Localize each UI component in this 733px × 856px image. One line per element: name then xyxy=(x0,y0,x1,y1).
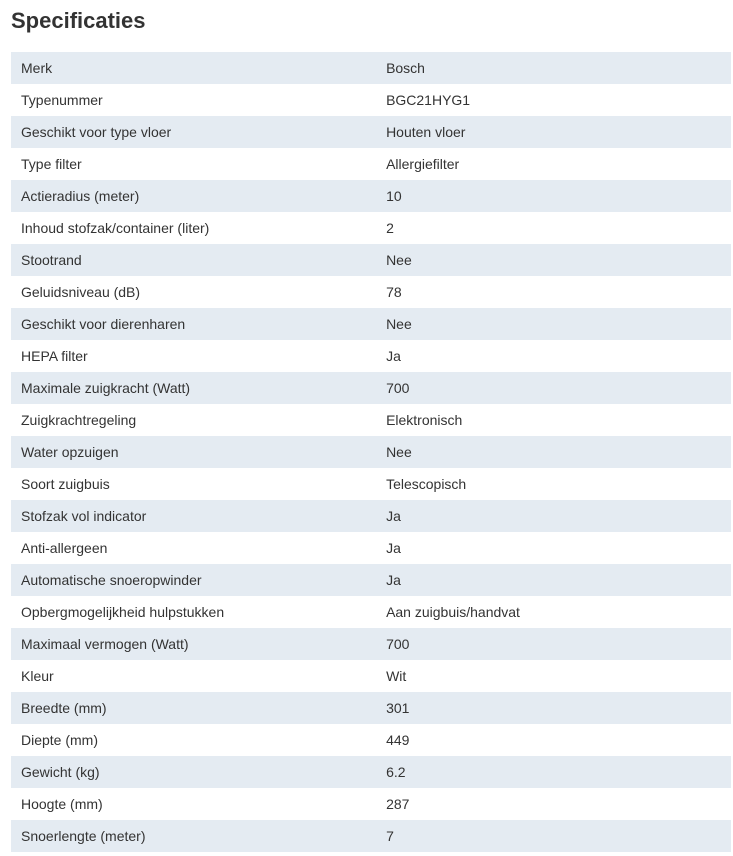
specifications-table-body xyxy=(11,52,731,852)
spec-label: Automatische snoeropwinder xyxy=(11,564,376,596)
spec-label: Actieradius (meter) xyxy=(11,180,376,212)
spec-value: Ja xyxy=(376,532,731,564)
spec-label: Water opzuigen xyxy=(11,436,376,468)
spec-value: Nee xyxy=(376,436,731,468)
table-row xyxy=(11,212,731,244)
spec-value: 700 xyxy=(376,628,731,660)
spec-label: Gewicht (kg) xyxy=(11,756,376,788)
spec-value: Ja xyxy=(376,340,731,372)
spec-label: Geschikt voor type vloer xyxy=(11,116,376,148)
table-row xyxy=(11,404,731,436)
spec-label: Type filter xyxy=(11,148,376,180)
spec-label: Snoerlengte (meter) xyxy=(11,820,376,852)
spec-value: Telescopisch xyxy=(376,468,731,500)
table-row xyxy=(11,564,731,596)
spec-value: Allergiefilter xyxy=(376,148,731,180)
table-row xyxy=(11,436,731,468)
spec-value: Bosch xyxy=(376,52,731,84)
spec-value: Ja xyxy=(376,500,731,532)
spec-label: Merk xyxy=(11,52,376,84)
spec-value: Wit xyxy=(376,660,731,692)
spec-value: 78 xyxy=(376,276,731,308)
spec-label: Maximaal vermogen (Watt) xyxy=(11,628,376,660)
spec-label: Typenummer xyxy=(11,84,376,116)
specifications-table xyxy=(11,52,731,852)
table-row xyxy=(11,244,731,276)
spec-value: 10 xyxy=(376,180,731,212)
spec-value: Ja xyxy=(376,564,731,596)
spec-value: 6.2 xyxy=(376,756,731,788)
table-row xyxy=(11,52,731,84)
table-row xyxy=(11,500,731,532)
table-row xyxy=(11,84,731,116)
table-row xyxy=(11,148,731,180)
table-row xyxy=(11,372,731,404)
spec-value: 700 xyxy=(376,372,731,404)
table-row xyxy=(11,788,731,820)
spec-value: Nee xyxy=(376,308,731,340)
spec-label: Soort zuigbuis xyxy=(11,468,376,500)
spec-value: 287 xyxy=(376,788,731,820)
spec-label: Anti-allergeen xyxy=(11,532,376,564)
spec-value: 301 xyxy=(376,692,731,724)
spec-label: Opbergmogelijkheid hulpstukken xyxy=(11,596,376,628)
spec-value: Nee xyxy=(376,244,731,276)
spec-label: Maximale zuigkracht (Watt) xyxy=(11,372,376,404)
spec-label: Kleur xyxy=(11,660,376,692)
table-row xyxy=(11,468,731,500)
table-row xyxy=(11,340,731,372)
spec-label: Breedte (mm) xyxy=(11,692,376,724)
spec-label: Inhoud stofzak/container (liter) xyxy=(11,212,376,244)
spec-value: 7 xyxy=(376,820,731,852)
spec-label: Geschikt voor dierenharen xyxy=(11,308,376,340)
table-row xyxy=(11,180,731,212)
spec-value: Houten vloer xyxy=(376,116,731,148)
table-row xyxy=(11,692,731,724)
table-row xyxy=(11,276,731,308)
page-title: Specificaties xyxy=(11,8,146,33)
spec-value: Aan zuigbuis/handvat xyxy=(376,596,731,628)
table-row xyxy=(11,628,731,660)
spec-label: Zuigkrachtregeling xyxy=(11,404,376,436)
spec-label: Hoogte (mm) xyxy=(11,788,376,820)
table-row xyxy=(11,596,731,628)
table-row xyxy=(11,756,731,788)
table-row xyxy=(11,724,731,756)
spec-label: HEPA filter xyxy=(11,340,376,372)
spec-value: BGC21HYG1 xyxy=(376,84,731,116)
spec-label: Stootrand xyxy=(11,244,376,276)
table-row xyxy=(11,116,731,148)
spec-label: Geluidsniveau (dB) xyxy=(11,276,376,308)
spec-value: Elektronisch xyxy=(376,404,731,436)
spec-value: 2 xyxy=(376,212,731,244)
spec-label: Diepte (mm) xyxy=(11,724,376,756)
spec-value: 449 xyxy=(376,724,731,756)
spec-label: Stofzak vol indicator xyxy=(11,500,376,532)
table-row xyxy=(11,308,731,340)
table-row xyxy=(11,820,731,852)
table-row xyxy=(11,532,731,564)
table-row xyxy=(11,660,731,692)
